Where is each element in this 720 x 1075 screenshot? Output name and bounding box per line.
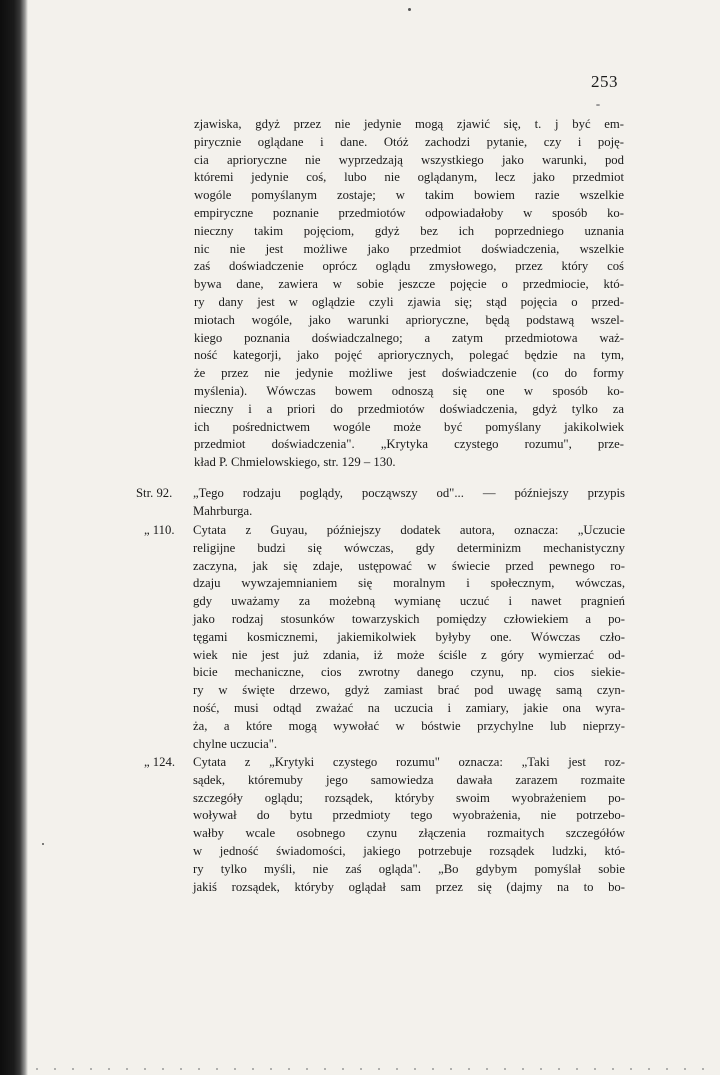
text-line: tęgami kosmicznemi, jakiemikolwiek byłyby one. Wówczas czło- — [193, 629, 625, 644]
text-line: ność, musi odtąd zważać na uczucia i zamiary, jakie ona wyra- — [193, 700, 625, 715]
text-line: myślenia). Wówczas bowem odnoszą się one w sposób ko- — [194, 383, 624, 398]
scan-speck — [408, 8, 411, 11]
text-line: Mahrburga. — [193, 503, 253, 518]
text-line: chylne uczucia". — [193, 736, 278, 751]
text-line: zaczyna, jak się zdaje, ustępować w świecie przed pewnego ro- — [193, 558, 625, 573]
text-line: Cytata z Guyau, późniejszy dodatek autora, oznacza: „Uczucie — [193, 523, 625, 537]
text-line: ry w święte drzewo, gdyż zamiast brać pod uwagę samą czyn- — [193, 683, 625, 698]
text-line: nic nie jest możliwe jako przedmiot doświadczenia, wszelkie — [194, 241, 624, 256]
scan-speck — [42, 843, 44, 845]
text-line: woływał do bytu przedmioty tego wyobrażenia, nie potrzebo- — [193, 808, 625, 823]
note-body — [193, 485, 625, 521]
text-line: dzaju wywzajemnianiem się moralnym i społecznym, wówczas, — [193, 576, 625, 591]
text-line: przedmiot doświadczenia". „Krytyka czystego rozumu", prze- — [194, 437, 624, 452]
text-line: szczegóły oglądu; rozsądek, któryby swoim wyobrażeniem po- — [193, 790, 625, 805]
text-line: gdy uważamy za możebną wymianę uczuć i nawet pragnień — [193, 594, 625, 609]
text-line: bicie mechaniczne, cios zwrotny danego czynu, np. cios siekie- — [193, 665, 625, 680]
book-binding-edge — [0, 0, 28, 1075]
text-line: kiego poznania doświadczalnego; a zatym przedmiotowa waż- — [194, 330, 624, 345]
text-line: ich pośrednictwem wogóle może być pomyślany jakikolwiek — [194, 419, 624, 434]
text-line: miotach wogóle, jako warunki aprioryczne, będą podstawą wszel- — [194, 312, 624, 327]
page-bottom-edge — [28, 1068, 720, 1070]
page-number: 253 — [591, 72, 618, 91]
text-line: bywa dane, zawiera w sobie jeszcze pojęcie o przedmiocie, któ- — [194, 277, 624, 292]
note-marker: „ 124. — [144, 755, 176, 769]
text-line: w jedność świadomości, jakiego potrzebuje rozsądek ludzki, któ- — [193, 843, 625, 858]
text-line: ność kategorji, jako pojęć apriorycznych, polegać będzie na tym, — [194, 348, 624, 363]
text-line: ry dany jest w oglądzie czyli zjawia się; stąd pojęcia o przed- — [194, 294, 624, 309]
text-line: cia aprioryczne nie wyprzedzają wszystkiego jako warunki, pod — [194, 152, 624, 167]
text-line: jako rodzaj stosunków towarzyskich pomiędzy człowiekiem a po- — [193, 611, 625, 626]
text-line: nieczny takim pojęciom, gdyż bez ich poprzedniego uznania — [194, 223, 624, 238]
text-line: empiryczne poznanie przedmiotów odpowiadałoby w sposób ko- — [194, 205, 624, 220]
text-line: pirycznie oglądane i dane. Otóż zachodzi pytanie, czy i poję- — [194, 134, 624, 149]
text-line: jakiś rozsądek, któryby oglądał sam przez się (dajmy na to bo- — [193, 879, 625, 894]
text-line: zjawiska, gdyż przez nie jedynie mogą zjawić się, t. j być em- — [194, 117, 624, 131]
text-line: wogóle pomyślanym zostaje; w takim bowiem razie wszelkie — [194, 188, 624, 203]
text-line: sądek, któremuby jego samowiedza dawała zarazem rozmaite — [193, 772, 625, 787]
text-line: wałby wcale osobnego czynu złączenia rozmaitych szczegółów — [193, 826, 625, 841]
text-line: że przez nie jedynie możliwe jest doświadczenie (co do formy — [194, 366, 624, 381]
text-line: ża, a które mogą wywołać w bóstwie przychylne lub nieprzy- — [193, 718, 625, 733]
text-line: któremi jedynie coś, lubo nie oglądanym, lecz jako przedmiot — [194, 170, 624, 185]
text-line: „Tego rodzaju poglądy, począwszy od"... — późniejszy przypis — [193, 486, 625, 500]
note-body — [193, 754, 625, 896]
text-line: religijne budzi się wówczas, gdy determinizm mechanistyczny — [193, 540, 625, 555]
main-paragraph — [194, 116, 624, 472]
note-body — [193, 522, 625, 753]
scan-speck — [596, 104, 600, 106]
text-line: kład P. Chmielowskiego, str. 129 – 130. — [194, 455, 396, 470]
text-line: nieczny i a priori do przedmiotów doświadczenia, gdyż tylko za — [194, 401, 624, 416]
text-line: ry tylko myśli, nie zaś ogląda". „Bo gdybym pomyślał sobie — [193, 861, 625, 876]
text-line: Cytata z „Krytyki czystego rozumu" oznacza: „Taki jest roz- — [193, 755, 625, 769]
note-marker: „ 110. — [144, 523, 175, 537]
note-marker: Str. 92. — [136, 486, 173, 500]
text-line: wiek nie jest już zdania, iż może ściśle z góry wymierzać od- — [193, 647, 625, 662]
text-line: zaś doświadczenie oprócz oglądu zmysłowego, przez który coś — [194, 259, 624, 274]
